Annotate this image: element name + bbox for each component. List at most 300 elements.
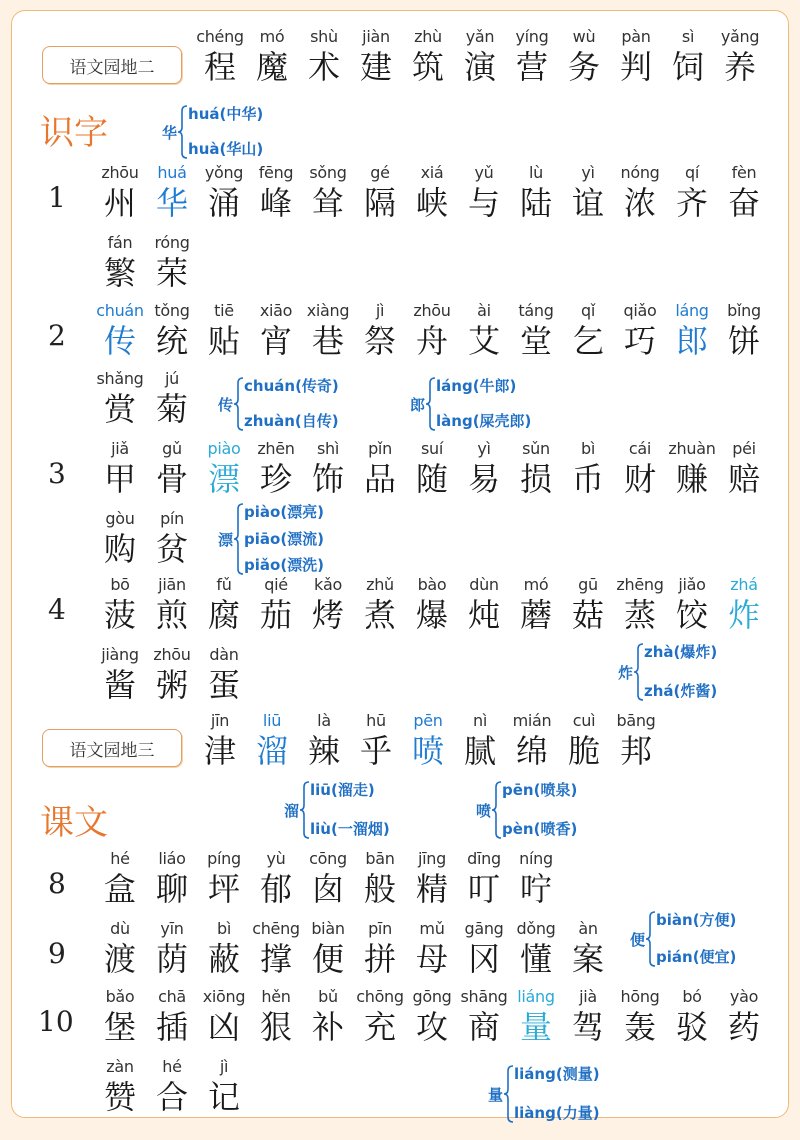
char-cell: [94, 1057, 146, 1117]
pinyin: róng: [154, 233, 190, 252]
char-cell: [250, 849, 302, 909]
hanzi: 易: [467, 460, 500, 498]
pinyin: biàn: [311, 919, 345, 938]
polyphone-key: 喷: [476, 801, 492, 820]
polyphone-reading: liū(溜走): [310, 781, 375, 799]
hanzi: 珍: [259, 460, 292, 498]
pinyin: mó: [523, 575, 549, 594]
char-cell: [246, 711, 298, 771]
pinyin: sì: [681, 27, 695, 46]
char-cell: [302, 919, 354, 979]
hanzi: 程: [203, 48, 236, 86]
char-cell: [610, 27, 662, 87]
hanzi: 郎: [675, 322, 708, 360]
char-cell: [302, 163, 354, 223]
polyphone-reading: làng(屎壳郎): [436, 412, 532, 430]
char-row-lesson-4: [94, 575, 770, 635]
char-cell: [354, 849, 406, 909]
char-cell: [250, 439, 302, 499]
pinyin: chōng: [356, 987, 404, 1006]
char-cell: [458, 439, 510, 499]
char-cell: [198, 849, 250, 909]
pinyin: qǐ: [580, 301, 595, 320]
hanzi: 商: [467, 1008, 500, 1046]
pinyin: jiàn: [362, 27, 390, 46]
curly-brace-icon: [178, 105, 188, 159]
char-row-lesson-1: [94, 163, 770, 223]
pinyin: ài: [477, 301, 491, 320]
char-cell: [194, 27, 246, 87]
char-cell: [510, 987, 562, 1047]
hanzi: 传: [103, 322, 136, 360]
char-cell: [250, 301, 302, 361]
polyphone-note-bian: [630, 911, 736, 967]
hanzi: 骨: [155, 460, 188, 498]
char-cell: [406, 919, 458, 979]
hanzi: 渡: [103, 940, 136, 978]
hanzi: 案: [571, 940, 604, 978]
curly-brace-icon: [634, 643, 644, 701]
char-cell: [666, 987, 718, 1047]
char-cell: [146, 509, 198, 569]
hanzi: 饰: [311, 460, 344, 498]
pinyin: pǐn: [368, 439, 392, 458]
char-cell: [510, 163, 562, 223]
hanzi: 演: [463, 48, 496, 86]
hanzi: 郁: [259, 870, 292, 908]
pinyin: sǔn: [522, 439, 550, 458]
hanzi: 甲: [103, 460, 136, 498]
polyphone-reading: pèn(喷香): [502, 820, 578, 838]
pinyin: yǎng: [720, 27, 760, 46]
polyphone-reading: zhá(炸酱): [644, 682, 718, 700]
hanzi: 巧: [623, 322, 656, 360]
pinyin: jiàng: [101, 645, 139, 664]
char-cell: [458, 163, 510, 223]
pinyin: bì: [216, 919, 231, 938]
pinyin: yì: [477, 439, 491, 458]
pinyin: jīn: [210, 711, 230, 730]
polyphone-reading: huá(中华): [188, 105, 264, 123]
char-cell: [146, 645, 198, 705]
char-cell: [614, 987, 666, 1047]
char-cell: [406, 163, 458, 223]
char-cell: [302, 301, 354, 361]
section-badge-garden-3: 语文园地三: [42, 729, 182, 767]
hanzi: 赏: [103, 390, 136, 428]
pinyin: láng: [675, 301, 709, 320]
pinyin: fèn: [731, 163, 757, 182]
pinyin: bō: [110, 575, 130, 594]
char-cell: [614, 301, 666, 361]
pinyin: fēng: [258, 163, 294, 182]
char-cell: [718, 987, 770, 1047]
pinyin: tiē: [214, 301, 234, 320]
pinyin: cái: [628, 439, 652, 458]
pinyin: chā: [158, 987, 186, 1006]
char-cell: [94, 163, 146, 223]
char-row-lesson-8: [94, 849, 562, 909]
pinyin: táng: [518, 301, 554, 320]
polyphone-key: 传: [218, 395, 234, 414]
polyphone-reading: liáng(测量): [514, 1065, 600, 1083]
pinyin: shù: [310, 27, 338, 46]
pinyin: nóng: [620, 163, 660, 182]
char-cell: [354, 439, 406, 499]
hanzi: 币: [571, 460, 604, 498]
pinyin: xiàng: [306, 301, 350, 320]
hanzi: 充: [363, 1008, 396, 1046]
pinyin: xiōng: [202, 987, 246, 1006]
hanzi: 宵: [259, 322, 292, 360]
pinyin: zhēng: [616, 575, 664, 594]
hanzi: 叮: [467, 870, 500, 908]
hanzi: 懂: [519, 940, 552, 978]
pinyin: dùn: [469, 575, 499, 594]
polyphone-note-piao: [218, 503, 324, 575]
hanzi: 酱: [103, 666, 136, 704]
char-cell: [506, 27, 558, 87]
char-cell: [94, 645, 146, 705]
hanzi: 爆: [415, 596, 448, 634]
curly-brace-icon: [646, 911, 656, 967]
pinyin: zhǔ: [366, 575, 394, 594]
pinyin: xiāo: [259, 301, 293, 320]
polyphone-reading: pēn(喷泉): [502, 781, 578, 799]
char-cell: [406, 439, 458, 499]
polyphone-note-lang: [410, 377, 531, 431]
hanzi: 赔: [727, 460, 760, 498]
pinyin: mián: [512, 711, 552, 730]
pinyin: qí: [684, 163, 699, 182]
pinyin: pàn: [621, 27, 651, 46]
pinyin: jīng: [418, 849, 446, 868]
curly-brace-icon: [426, 377, 436, 431]
lesson-number-1: 1: [48, 181, 66, 214]
hanzi: 建: [359, 48, 392, 86]
pinyin: suí: [420, 439, 444, 458]
char-cell: [94, 575, 146, 635]
pinyin: qié: [264, 575, 288, 594]
char-cell: [94, 849, 146, 909]
polyphone-key: 炸: [618, 663, 634, 682]
lesson-number-4: 4: [48, 593, 66, 626]
char-cell: [146, 163, 198, 223]
char-row-lesson-2b: [94, 369, 198, 429]
pinyin: gòu: [105, 509, 135, 528]
pinyin: jú: [165, 369, 179, 388]
polyphone-reading: piāo(漂流): [244, 529, 325, 548]
pinyin: xiá: [420, 163, 444, 182]
char-cell: [614, 163, 666, 223]
char-cell: [198, 987, 250, 1047]
pinyin: hé: [110, 849, 130, 868]
char-cell: [354, 163, 406, 223]
char-cell: [718, 163, 770, 223]
hanzi: 煮: [363, 596, 396, 634]
char-cell: [94, 439, 146, 499]
char-cell: [454, 711, 506, 771]
hanzi: 舟: [415, 322, 448, 360]
pinyin: pín: [160, 509, 184, 528]
polyphone-reading: liàng(力量): [514, 1104, 600, 1122]
hanzi: 养: [723, 48, 756, 86]
pinyin: jì: [219, 1057, 229, 1076]
char-cell: [146, 849, 198, 909]
hanzi: 菊: [155, 390, 188, 428]
polyphone-note-liu: [284, 781, 390, 839]
char-cell: [510, 575, 562, 635]
hanzi: 蒸: [623, 596, 656, 634]
char-cell: [146, 301, 198, 361]
pinyin: gǔ: [162, 439, 182, 458]
char-cell: [146, 919, 198, 979]
pinyin: cuì: [572, 711, 596, 730]
char-cell: [510, 849, 562, 909]
char-cell: [454, 27, 506, 87]
pinyin: bān: [365, 849, 395, 868]
hanzi: 脆: [567, 732, 600, 770]
char-cell: [666, 575, 718, 635]
pinyin: yǎn: [465, 27, 495, 46]
char-cell: [146, 987, 198, 1047]
char-cell: [718, 439, 770, 499]
char-cell: [198, 301, 250, 361]
char-cell: [614, 439, 666, 499]
char-cell: [250, 919, 302, 979]
pinyin: píng: [207, 849, 241, 868]
pinyin: yù: [266, 849, 286, 868]
pinyin: cōng: [309, 849, 347, 868]
char-row-garden-2: [194, 27, 766, 87]
pinyin: yíng: [515, 27, 549, 46]
pinyin: hěn: [261, 987, 291, 1006]
char-cell: [402, 711, 454, 771]
polyphone-note-chuan: [218, 377, 339, 431]
pinyin: zhōu: [413, 301, 451, 320]
hanzi: 狠: [259, 1008, 292, 1046]
char-cell: [354, 301, 406, 361]
hanzi: 乎: [359, 732, 392, 770]
polyphone-reading: zhà(爆炸): [644, 643, 718, 661]
polyphone-key: 华: [162, 123, 178, 142]
char-cell: [662, 27, 714, 87]
hanzi: 攻: [415, 1008, 448, 1046]
char-cell: [198, 919, 250, 979]
hanzi: 蘑: [519, 596, 552, 634]
hanzi: 随: [415, 460, 448, 498]
char-cell: [198, 1057, 250, 1117]
polyphone-reading: láng(牛郎): [436, 377, 517, 395]
hanzi: 咛: [519, 870, 552, 908]
pinyin: liáng: [517, 987, 555, 1006]
hanzi: 喷: [411, 732, 444, 770]
polyphone-key: 郎: [410, 395, 426, 414]
hanzi: 祭: [363, 322, 396, 360]
pinyin: dàn: [209, 645, 239, 664]
hanzi: 谊: [571, 184, 604, 222]
char-cell: [146, 369, 198, 429]
pinyin: bǔ: [318, 987, 338, 1006]
polyphone-reading: zhuàn(自传): [244, 412, 339, 430]
hanzi: 隔: [363, 184, 396, 222]
char-cell: [558, 711, 610, 771]
pinyin: shāng: [460, 987, 508, 1006]
pinyin: zhuàn: [668, 439, 716, 458]
hanzi: 涌: [207, 184, 240, 222]
char-cell: [558, 27, 610, 87]
hanzi: 补: [311, 1008, 344, 1046]
pinyin: bǐng: [727, 301, 761, 320]
char-cell: [562, 987, 614, 1047]
hanzi: 判: [619, 48, 652, 86]
hanzi: 蛋: [207, 666, 240, 704]
pinyin: gāng: [464, 919, 504, 938]
hanzi: 购: [103, 530, 136, 568]
pinyin: zhù: [414, 27, 442, 46]
hanzi: 财: [623, 460, 656, 498]
hanzi: 坪: [207, 870, 240, 908]
hanzi: 驾: [571, 1008, 604, 1046]
polyphone-note-hua: [162, 105, 263, 159]
char-cell: [458, 849, 510, 909]
char-cell: [406, 849, 458, 909]
char-cell: [94, 987, 146, 1047]
polyphone-reading: huà(华山): [188, 140, 264, 158]
char-cell: [458, 575, 510, 635]
pinyin: hōng: [620, 987, 660, 1006]
char-cell: [94, 301, 146, 361]
char-cell: [94, 369, 146, 429]
char-cell: [562, 575, 614, 635]
lesson-number-9: 9: [48, 937, 66, 970]
char-cell: [298, 711, 350, 771]
char-cell: [350, 711, 402, 771]
pinyin: shì: [316, 439, 340, 458]
vocabulary-page: [11, 10, 789, 1122]
hanzi: 奋: [727, 184, 760, 222]
pinyin: níng: [519, 849, 553, 868]
hanzi: 峰: [259, 184, 292, 222]
pinyin: fán: [107, 233, 133, 252]
char-cell: [510, 301, 562, 361]
hanzi: 饲: [671, 48, 704, 86]
hanzi: 炖: [467, 596, 500, 634]
hanzi: 冈: [467, 940, 500, 978]
char-row-lesson-3: [94, 439, 770, 499]
char-cell: [246, 27, 298, 87]
char-cell: [250, 987, 302, 1047]
char-cell: [146, 575, 198, 635]
hanzi: 赞: [103, 1078, 136, 1116]
pinyin: yīn: [160, 919, 184, 938]
char-cell: [562, 919, 614, 979]
pinyin: bó: [682, 987, 702, 1006]
pinyin: gōng: [412, 987, 452, 1006]
char-cell: [666, 163, 718, 223]
hanzi: 荣: [155, 254, 188, 292]
pinyin: yǒng: [204, 163, 244, 182]
char-cell: [406, 301, 458, 361]
hanzi: 损: [519, 460, 552, 498]
pinyin: jì: [375, 301, 385, 320]
hanzi: 华: [155, 184, 188, 222]
pinyin: hé: [162, 1057, 182, 1076]
pinyin: liáo: [158, 849, 186, 868]
pinyin: bāng: [616, 711, 656, 730]
pinyin: bào: [417, 575, 447, 594]
pinyin: chéng: [196, 27, 244, 46]
hanzi: 巷: [311, 322, 344, 360]
hanzi: 合: [155, 1078, 188, 1116]
hanzi: 凶: [207, 1008, 240, 1046]
char-row-lesson-1b: [94, 233, 198, 293]
char-cell: [146, 233, 198, 293]
pinyin: zhá: [730, 575, 758, 594]
char-row-lesson-10b: [94, 1057, 250, 1117]
pinyin: mǔ: [419, 919, 445, 938]
hanzi: 量: [519, 1008, 552, 1046]
char-cell: [298, 27, 350, 87]
lesson-number-2: 2: [48, 319, 66, 352]
pinyin: chuán: [96, 301, 144, 320]
hanzi: 州: [103, 184, 136, 222]
section-badge-garden-2: 语文园地二: [42, 46, 182, 84]
pinyin: gé: [370, 163, 390, 182]
hanzi: 赚: [675, 460, 708, 498]
hanzi: 浓: [623, 184, 656, 222]
hanzi: 药: [727, 1008, 760, 1046]
pinyin: fǔ: [216, 575, 232, 594]
char-cell: [402, 27, 454, 87]
char-cell: [302, 575, 354, 635]
pinyin: qiǎo: [623, 301, 657, 320]
hanzi: 堡: [103, 1008, 136, 1046]
char-cell: [354, 987, 406, 1047]
hanzi: 轰: [623, 1008, 656, 1046]
hanzi: 菠: [103, 596, 136, 634]
hanzi: 饺: [675, 596, 708, 634]
char-cell: [562, 439, 614, 499]
char-cell: [406, 987, 458, 1047]
pinyin: nì: [473, 711, 487, 730]
char-cell: [506, 711, 558, 771]
char-cell: [354, 919, 406, 979]
curly-brace-icon: [492, 781, 502, 839]
curly-brace-icon: [234, 377, 244, 431]
hanzi: 营: [515, 48, 548, 86]
hanzi: 筑: [411, 48, 444, 86]
char-cell: [250, 575, 302, 635]
hanzi: 腻: [463, 732, 496, 770]
char-cell: [562, 301, 614, 361]
hanzi: 与: [467, 184, 500, 222]
char-row-lesson-3b: [94, 509, 198, 569]
lesson-number-10: 10: [38, 1005, 74, 1038]
hanzi: 精: [415, 870, 448, 908]
char-cell: [718, 301, 770, 361]
hanzi: 峡: [415, 184, 448, 222]
lesson-number-8: 8: [48, 867, 66, 900]
pinyin: hū: [366, 711, 386, 730]
char-row-lesson-10: [94, 987, 770, 1047]
hanzi: 粥: [155, 666, 188, 704]
polyphone-reading: liù(一溜烟): [310, 820, 390, 838]
pinyin: sǒng: [309, 163, 347, 182]
hanzi: 盒: [103, 870, 136, 908]
pinyin: zhōu: [101, 163, 139, 182]
hanzi: 绵: [515, 732, 548, 770]
